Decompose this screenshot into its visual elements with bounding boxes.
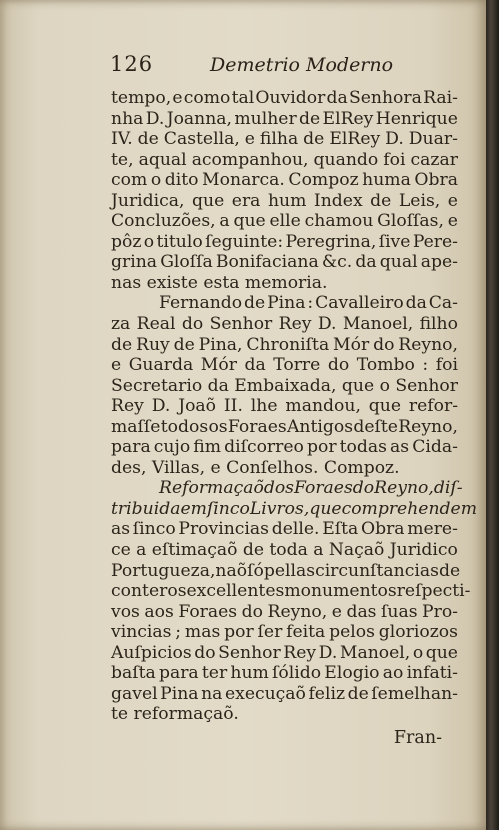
text-line: e Guarda Mór da Torre do Tombo : foi xyxy=(111,355,458,376)
text-line: nas existe esta memoria. xyxy=(111,272,328,293)
text-line: gavel Pina na execuçaõ feliz de ſemelhan- xyxy=(111,683,458,704)
text-line: Juridica, que era hum Index de Leis, e xyxy=(111,190,458,211)
text-line: as ſinco Provincias delle. Eſta Obra mere- xyxy=(111,519,458,540)
text-line: Reformaçaõ dos Foraes do Reyno, diſ- xyxy=(159,478,463,499)
text-line: Rey D. Joaõ II. lhe mandou, que refor- xyxy=(111,396,458,417)
text-line: com o dito Monarca. Compoz huma Obra xyxy=(111,170,458,191)
text-line: Auſpicios do Senhor Rey D. Manoel, o que xyxy=(111,642,458,663)
text-line: Fernando de Pina : Cavalleiro da Ca- xyxy=(159,293,458,314)
text-line: grina Gloſſa Bonifaciana &c. da qual ape- xyxy=(111,252,458,273)
text-line: tribuida em ſinco Livros, que comprehendem xyxy=(111,498,478,519)
text-line: conter os excellentes monumentos reſpecti- xyxy=(111,581,471,602)
text-line: te reformaçaõ. xyxy=(111,704,239,725)
text-line: Portugueza, naõ ſó pellas circunſtancias de xyxy=(111,560,461,581)
text-line: IV. de Castella, e filha de ElRey D. Duar- xyxy=(111,129,458,150)
book-fore-edge xyxy=(486,0,499,830)
running-title: Demetrio Moderno xyxy=(210,54,394,76)
catchword: Fran- xyxy=(393,728,442,748)
body-text xyxy=(111,88,478,725)
text-line: maſſe todos os Foraes Antigos deſte Reyno, xyxy=(111,416,458,437)
text-line: nha D. Joanna, mulher de ElRey Henrique xyxy=(111,108,458,129)
text-line: vos aos Foraes do Reyno, e das ſuas Pro- xyxy=(111,601,458,622)
text-line: para cujo fim diſcorreo por todas as Cida- xyxy=(111,437,458,458)
text-line: de Ruy de Pina, Chroniſta Mór do Reyno, xyxy=(111,334,458,355)
text-line: pôz o titulo ſeguinte: Peregrina, ſive Pere- xyxy=(111,231,458,252)
text-line: Concluzões, a que elle chamou Gloſſas, e xyxy=(111,211,458,232)
text-line: za Real do Senhor Rey D. Manoel, filho xyxy=(111,314,458,335)
text-line: Secretario da Embaixada, que o Senhor xyxy=(111,375,458,396)
text-line: vincias ; mas por ſer feita pelos gloriozos xyxy=(111,622,458,643)
text-line: baſta para ter hum ſólido Elogio ao infati- xyxy=(111,663,458,684)
text-line: tempo, e como tal Ouvidor da Senhora Rai- xyxy=(111,88,458,108)
text-line: te, aqual acompanhou, quando foi cazar xyxy=(111,149,458,170)
page-number: 126 xyxy=(110,52,154,76)
text-line: des, Villas, e Conſelhos. Compoz. xyxy=(111,457,400,478)
text-line: ce a eſtimaçaõ de toda a Naçaõ Juridico xyxy=(111,540,458,561)
